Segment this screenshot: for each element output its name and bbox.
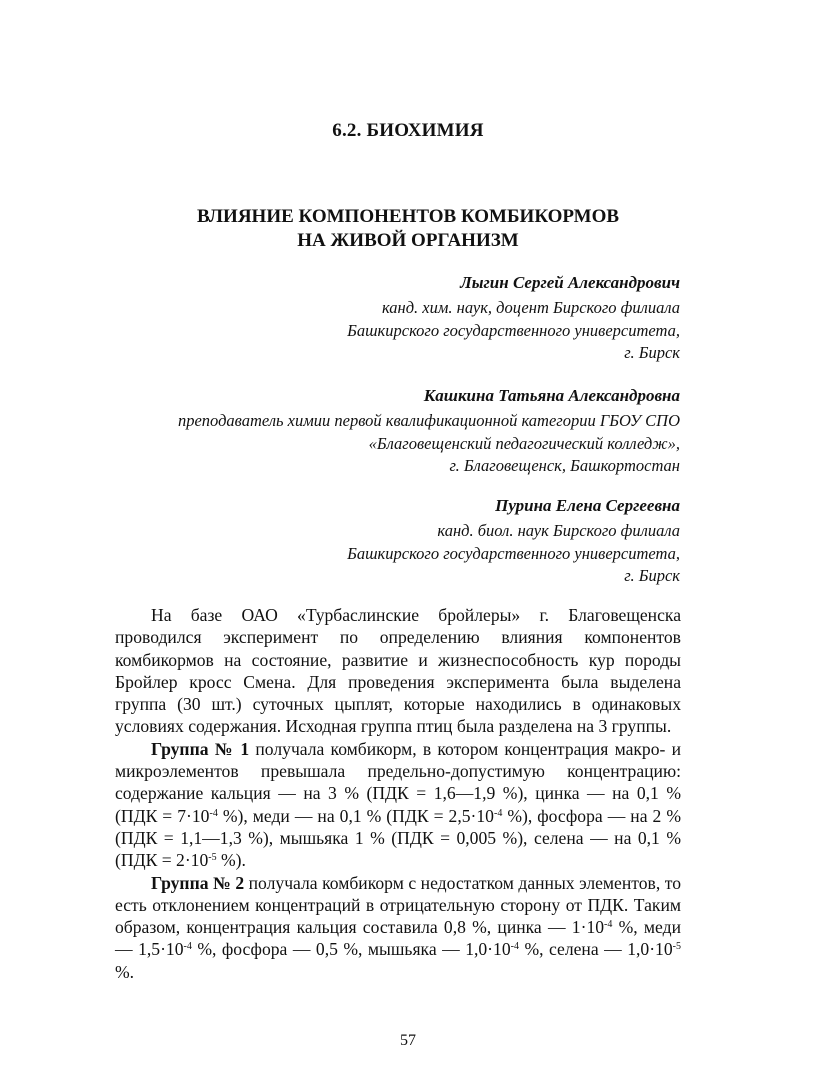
body-paragraph-2: Группа № 1 получала комбикорм, в котором концентрация макро- и микроэлементов превышала предельно-допустимую концентрацию: содержание кальция — на 3 % (ПДК = 1,6—1,9 %), цинка — на 0,1 % ($ПДК = 7\cdot 10^{-4}$ %), меди — на 0,1 % ($ПДК = 2,5\cdot 10^{-4}$ %), фосфора — на 2 % (ПДК = 1,1—1,3 %), мышьяка 1 % (ПДК = 0,005 %), селена — на 0,1 % ($ПДК = 2\cdot 10^{-5}$ %). (115, 738, 682, 871)
author-city: г. Бирск (624, 566, 680, 585)
author-affiliation-line: канд. хим. наук, доцент Бирского филиала (381, 298, 680, 317)
article-body (115, 604, 681, 983)
author-affiliation-line: преподаватель химии первой квалификационной категории ГБОУ СПО (177, 411, 680, 430)
author-block-3 (347, 495, 680, 588)
body-paragraph-3: Группа № 2 получала комбикорм с недостатком данных элементов, то есть отклонением концентраций в отрицательную сторону от ПДК. Таким образом, концентрация кальция составила 0,8 %, цинка — $1\cdot 10^{-4}$ %, меди — $1,5\cdot 10^{-4}$ %, фосфора — 0,5 %, мышьяка — $1,0\cdot 10^{-4}$ %, селена — $1,0\cdot 10^{-5}$ %. (115, 872, 681, 982)
author-block-2 (178, 385, 680, 478)
article-title-line-2: НА ЖИВОЙ ОРГАНИЗМ (297, 230, 519, 251)
page-number: 57 (400, 1032, 416, 1049)
author-city: г. Благовещенск, Башкортостан (449, 456, 680, 475)
group-label: Группа № 1 (151, 738, 250, 759)
author-affiliation-line: «Благовещенский педагогический колледж», (368, 433, 680, 453)
author-affiliation-line: Башкирского государственного университета, (347, 543, 680, 563)
author-name: Лыгин Сергей Александрович (460, 273, 680, 292)
body-paragraph-1: На базе ОАО «Турбаслинские бройлеры» г. Благовещенска проводился эксперимент по определению влияния компонентов комбикормов на состояние, развитие и жизнеспособность кур породы Бройлер кросс Смена. Для проведения эксперимента была выделена группа (30 шт.) суточных цыплят, которые находились в одинаковых условиях содержания. Исходная группа птиц была разделена на 3 группы. (115, 605, 681, 737)
article-title (0, 205, 816, 253)
author-city: г. Бирск (624, 343, 680, 362)
author-affiliation-line: канд. биол. наук Бирского филиала (437, 521, 680, 540)
author-name: Пурина Елена Сергеевна (495, 496, 680, 515)
section-title: 6.2. БИОХИМИЯ (332, 120, 484, 141)
group-label: Группа № 2 (151, 872, 245, 893)
author-name: Кашкина Татьяна Александровна (423, 386, 680, 405)
author-block-1 (347, 272, 680, 365)
author-affiliation-line: Башкирского государственного университета, (347, 320, 680, 340)
article-title-line-1: ВЛИЯНИЕ КОМПОНЕНТОВ КОМБИКОРМОВ (196, 206, 620, 227)
